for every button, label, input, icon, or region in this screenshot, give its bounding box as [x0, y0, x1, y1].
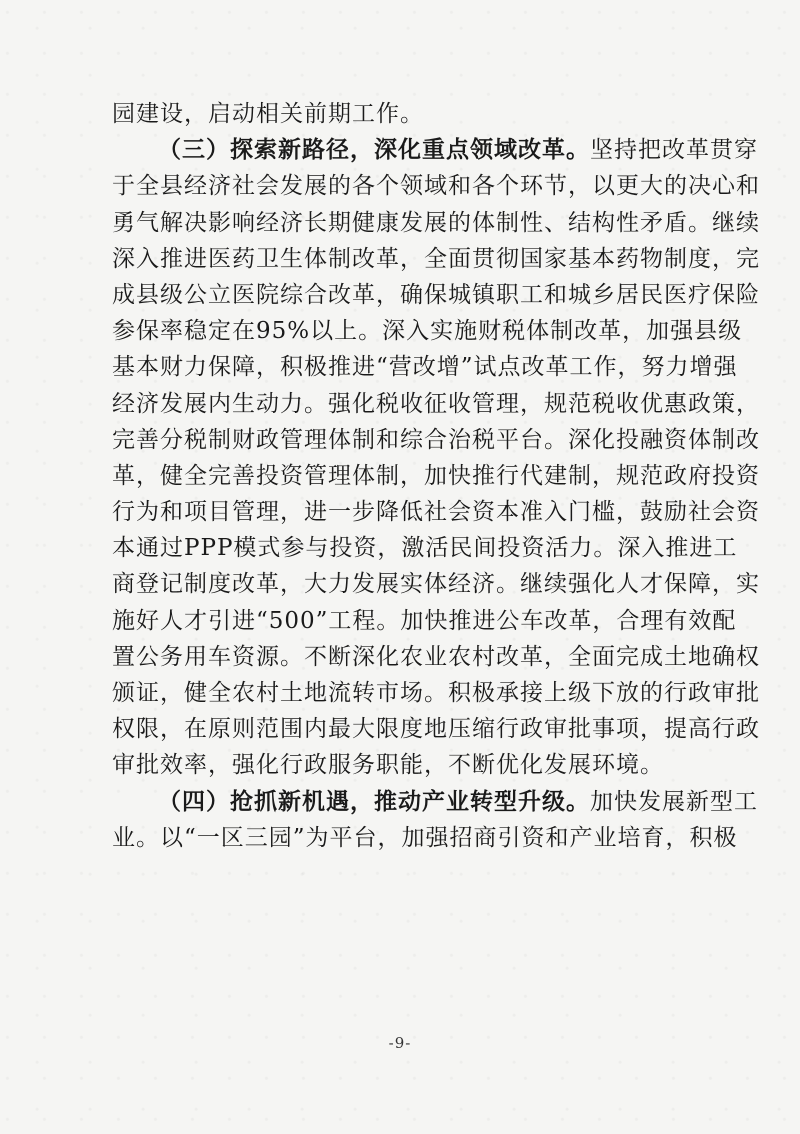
text-line: 业。以“一区三园”为平台，加强招商引资和产业培育，积极 — [112, 824, 738, 851]
text-line: 审批效率，强化行政服务职能，不断优化发展环境。 — [112, 752, 664, 779]
section-heading: （四）抢抓新机遇，推动产业转型升级。 — [158, 787, 590, 815]
text-line: 商登记制度改革，大力发展实体经济。继续强化人才保障，实 — [112, 571, 760, 598]
text-line: 深入推进医药卫生体制改革，全面贯彻国家基本药物制度，完 — [112, 245, 760, 272]
text-line: 经济发展内生动力。强化税收征收管理，规范税收优惠政策， — [112, 390, 760, 417]
section-heading: （三）探索新路径，深化重点领域改革。 — [158, 136, 590, 164]
document-body — [112, 96, 760, 856]
text-line: 置公务用车资源。不断深化农业农村改革，全面完成土地确权 — [112, 643, 760, 670]
text-line: 行为和项目管理，进一步降低社会资本准入门槛，鼓励社会资 — [112, 499, 760, 526]
text-line: 完善分税制财政管理体制和综合治税平台。深化投融资体制改 — [112, 426, 760, 453]
text-line: 勇气解决影响经济长期健康发展的体制性、结构性矛盾。继续 — [112, 209, 760, 236]
text-line: 参保率稳定在95%以上。深入实施财税体制改革，加强县级 — [112, 318, 743, 345]
text-line: 本通过PPP模式参与投资，激活民间投资活力。深入推进工 — [112, 535, 738, 562]
text-line: 成县级公立医院综合改革，确保城镇职工和城乡居民医疗保险 — [112, 281, 760, 308]
text-line: 施好人才引进“500”工程。加快推进公车改革，合理有效配 — [112, 607, 737, 634]
text-line: 于全县经济社会发展的各个领域和各个环节，以更大的决心和 — [112, 173, 760, 200]
text-line: 革，健全完善投资管理体制，加快推行代建制，规范政府投资 — [112, 462, 760, 489]
section-heading-line: （三）探索新路径，深化重点领域改革。坚持把改革贯穿 — [158, 136, 758, 164]
text-line: 颁证，健全农村土地流转市场。积极承接上级下放的行政审批 — [112, 680, 760, 706]
section-heading-line: （四）抢抓新机遇，推动产业转型升级。加快发展新型工 — [158, 787, 758, 815]
page-number: -9- — [388, 1034, 412, 1052]
text-line: 权限，在原则范围内最大限度地压缩行政审批事项，提高行政 — [112, 716, 760, 743]
text-line: 基本财力保障，积极推进“营改增”试点改革工作，努力增强 — [112, 354, 738, 381]
text-line: 园建设，启动相关前期工作。 — [112, 101, 424, 127]
